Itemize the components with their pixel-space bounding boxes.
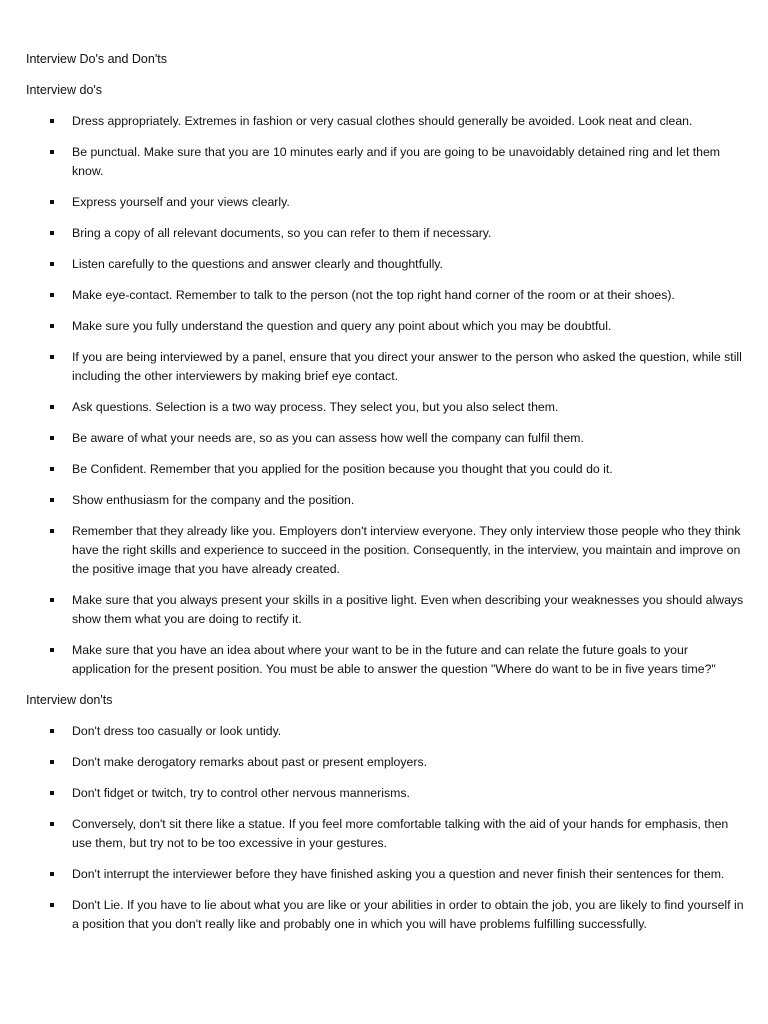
dos-item-text: Dress appropriately. Extremes in fashion or very casual clothes should generally be avoided. Look neat and clean. [72, 114, 693, 128]
square-bullet-icon [50, 355, 54, 359]
dos-item [26, 348, 744, 386]
dos-item [26, 460, 744, 479]
square-bullet-icon [50, 324, 54, 328]
donts-item-text: Don't Lie. If you have to lie about what you are like or your abilities in order to obtain the job, you are likely to find yourself in a position that you don't really like and probably one in which you will have problems fulfilling successfully. [72, 898, 744, 931]
dos-item [26, 143, 744, 181]
dos-item-text: Listen carefully to the questions and answer clearly and thoughtfully. [72, 257, 443, 271]
square-bullet-icon [50, 498, 54, 502]
square-bullet-icon [50, 200, 54, 204]
dos-item-text: Make sure that you always present your skills in a positive light. Even when describing your weaknesses you should always show them what you are doing to rectify it. [72, 593, 744, 626]
square-bullet-icon [50, 903, 54, 907]
dos-item-text: If you are being interviewed by a panel, ensure that you direct your answer to the person who asked the question, while still including the other interviewers by making brief eye contact. [72, 350, 742, 383]
dos-item [26, 193, 744, 212]
dos-item [26, 255, 744, 274]
dos-item [26, 224, 744, 243]
dos-item-text: Be punctual. Make sure that you are 10 minutes early and if you are going to be unavoidably detained ring and let them know. [72, 145, 721, 178]
dos-item-text: Make sure that you have an idea about where your want to be in the future and can relate the future goals to your application for the present position. You must be able to answer the question "Where do want to be in five years time?" [72, 643, 716, 676]
dos-item-text: Be Confident. Remember that you applied for the position because you thought that you could do it. [72, 462, 613, 476]
dos-list [26, 112, 744, 679]
donts-item-text: Conversely, don't sit there like a statue. If you feel more comfortable talking with the aid of your hands for emphasis, then use them, but try not to be too excessive in your gestures. [72, 817, 729, 850]
dos-item [26, 112, 744, 131]
square-bullet-icon [50, 729, 54, 733]
dos-item-text: Ask questions. Selection is a two way process. They select you, but you also select them. [72, 400, 559, 414]
dos-item-text: Bring a copy of all relevant documents, so you can refer to them if necessary. [72, 226, 492, 240]
donts-item-text: Don't interrupt the interviewer before they have finished asking you a question and never finish their sentences for them. [72, 867, 725, 881]
document-title: Interview Do's and Don'ts [26, 52, 167, 66]
donts-item [26, 865, 744, 884]
dos-item-text: Be aware of what your needs are, so as you can assess how well the company can fulfil them. [72, 431, 584, 445]
square-bullet-icon [50, 529, 54, 533]
square-bullet-icon [50, 467, 54, 471]
donts-item [26, 896, 744, 934]
donts-item [26, 815, 744, 853]
square-bullet-icon [50, 436, 54, 440]
square-bullet-icon [50, 119, 54, 123]
donts-list [26, 722, 744, 934]
donts-item-text: Don't dress too casually or look untidy. [72, 724, 282, 738]
donts-heading: Interview don'ts [26, 693, 113, 707]
square-bullet-icon [50, 791, 54, 795]
donts-item [26, 784, 744, 803]
dos-item [26, 317, 744, 336]
dos-item [26, 522, 744, 579]
square-bullet-icon [50, 648, 54, 652]
square-bullet-icon [50, 150, 54, 154]
dos-item [26, 429, 744, 448]
dos-item [26, 641, 744, 679]
dos-item-text: Express yourself and your views clearly. [72, 195, 290, 209]
square-bullet-icon [50, 872, 54, 876]
square-bullet-icon [50, 293, 54, 297]
square-bullet-icon [50, 405, 54, 409]
square-bullet-icon [50, 760, 54, 764]
dos-heading: Interview do's [26, 83, 103, 97]
square-bullet-icon [50, 598, 54, 602]
donts-item-text: Don't make derogatory remarks about past or present employers. [72, 755, 428, 769]
document-page [26, 50, 744, 946]
dos-item [26, 591, 744, 629]
donts-item-text: Don't fidget or twitch, try to control other nervous mannerisms. [72, 786, 410, 800]
square-bullet-icon [50, 231, 54, 235]
dos-item-text: Remember that they already like you. Employers don't interview everyone. They only interview those people who they think have the right skills and experience to succeed in the position. Consequently, in the interview, you maintain and improve on the positive image that you have already created. [72, 524, 741, 576]
dos-item-text: Make eye-contact. Remember to talk to the person (not the top right hand corner of the room or at their shoes). [72, 288, 675, 302]
dos-item [26, 286, 744, 305]
square-bullet-icon [50, 822, 54, 826]
dos-item-text: Make sure you fully understand the question and query any point about which you may be doubtful. [72, 319, 612, 333]
square-bullet-icon [50, 262, 54, 266]
donts-item [26, 753, 744, 772]
dos-item [26, 491, 744, 510]
donts-item [26, 722, 744, 741]
dos-item-text: Show enthusiasm for the company and the position. [72, 493, 355, 507]
dos-item [26, 398, 744, 417]
